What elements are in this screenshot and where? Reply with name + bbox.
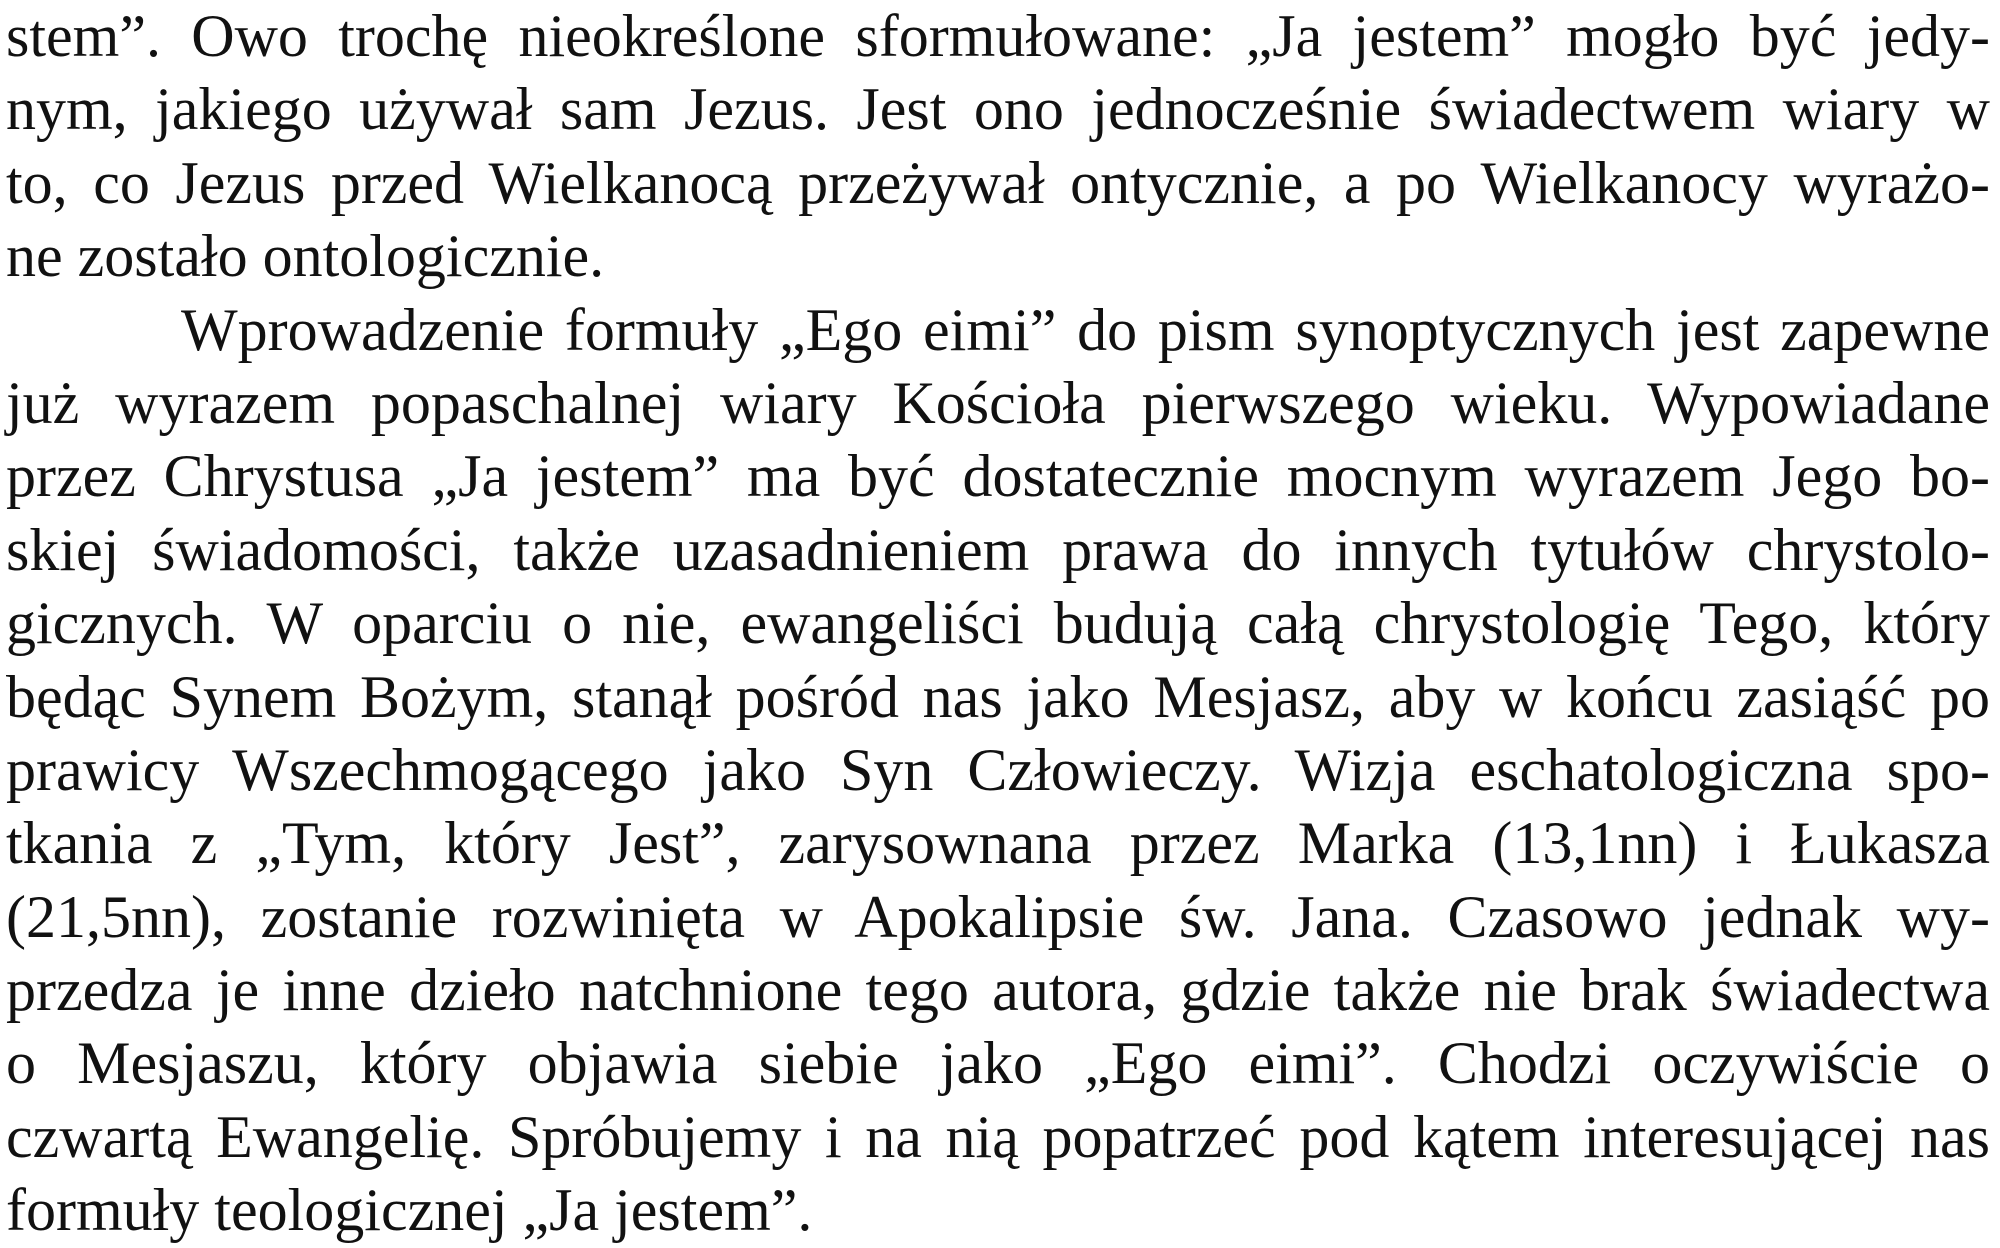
text-line: gicznych. W oparciu o nie, ewangeliści budują całą chrystologię Tego, który [6,590,1990,657]
text-line: będąc Synem Bożym, stanął pośród nas jako Mesjasz, aby w końcu zasiąść po [6,663,1990,730]
text-line: prawicy Wszechmogącego jako Syn Człowieczy. Wizja eschatologiczna spo- [6,736,1990,803]
text-line: stem”. Owo trochę nieokreślone sformułowane: „Ja jestem” mogło być jedy- [6,3,1990,69]
text-line: już wyrazem popaschalnej wiary Kościoła pierwszego wieku. Wypowiadane [6,369,1990,436]
text-line: przedza je inne dzieło natchnione tego autora, gdzie także nie brak świadectwa [6,957,1990,1024]
text-line: nym, jakiego używał sam Jezus. Jest ono jednocześnie świadectwem wiary w [6,76,1990,143]
text-line: skiej świadomości, także uzasadnieniem prawa do innych tytułów chrystolo- [6,516,1990,583]
text-line: czwartą Ewangelię. Spróbujemy i na nią popatrzeć pod kątem interesującej nas [6,1103,1990,1170]
text-line: tkania z „Tym, który Jest”, zarysownana przez Marka (13,1nn) i Łukasza [6,810,1990,877]
text-line: przez Chrystusa „Ja jestem” ma być dostatecznie mocnym wyrazem Jego bo- [6,443,1990,510]
paragraph-end-line: formuły teologicznej „Ja jestem”. [6,1177,813,1244]
text-line: o Mesjaszu, który objawia siebie jako „Ego eimi”. Chodzi oczywiście o [6,1030,1990,1097]
text-line: to, co Jezus przed Wielkanocą przeżywał ontycznie, a po Wielkanocy wyrażo- [6,149,1990,216]
paragraph-end-line: ne zostało ontologicznie. [6,223,605,290]
text-line: (21,5nn), zostanie rozwinięta w Apokalipsie św. Jana. Czasowo jednak wy- [6,883,1990,950]
paragraph-start-line: Wprowadzenie formuły „Ego eimi” do pism synoptycznych jest zapewne [181,296,1990,363]
body-text [6,0,1990,1248]
